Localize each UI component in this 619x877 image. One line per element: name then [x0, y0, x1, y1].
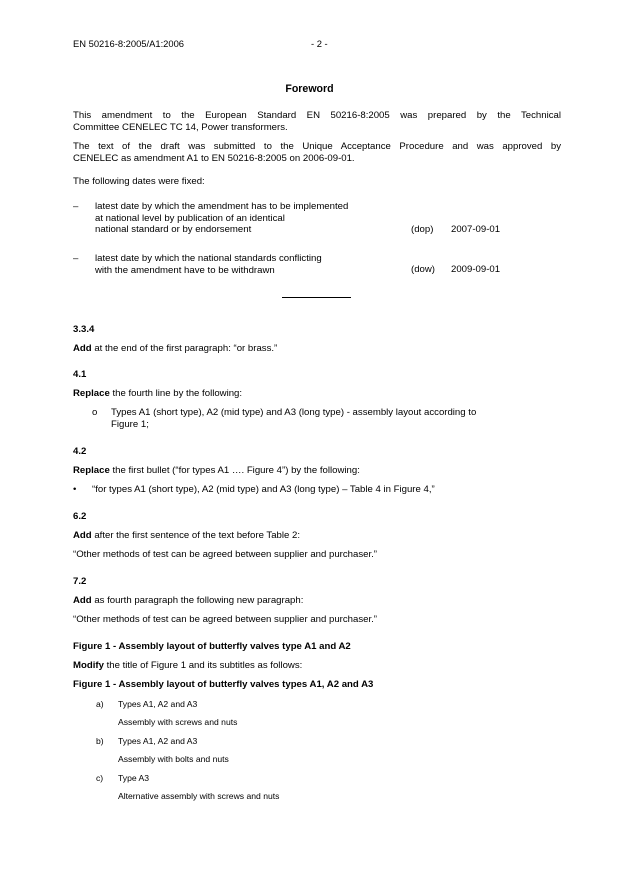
section-7-2-quote: “Other methods of test can be agreed between supplier and purchaser.” [73, 614, 377, 625]
foreword-paragraph-1: This amendment to the European Standard EN 50216-8:2005 was prepared by the Technical Committee CENELEC TC 14, Power transformers. [73, 110, 561, 133]
section-4-2-instruction: Replace the first bullet (“for types A1 …. Figure 4”) by the following: [73, 465, 360, 476]
figure-subtitle-c-description: Alternative assembly with screws and nuts [118, 791, 280, 801]
page-number: - 2 - [311, 38, 328, 49]
section-6-2-quote: “Other methods of test can be agreed between supplier and purchaser.” [73, 549, 377, 560]
section-heading-6-2: 6.2 [73, 511, 87, 522]
figure-subtitle-b-description: Assembly with bolts and nuts [118, 754, 229, 764]
section-7-2-instruction: Add as fourth paragraph the following new paragraph: [73, 595, 304, 606]
foreword-title: Foreword [285, 83, 334, 95]
section-heading-4-1: 4.1 [73, 369, 87, 380]
section-3-3-4-instruction: Add at the end of the first paragraph: “or brass.” [73, 343, 278, 354]
bullet-icon: • [73, 484, 77, 495]
section-heading-3-3-4: 3.3.4 [73, 324, 95, 335]
section-heading-7-2: 7.2 [73, 576, 87, 587]
document-page: EN 50216-8:2005/A1:2006 - 2 - Foreword This amendment to the European Standard EN 50216-8:2005 was prepared by the Technical Committee CENELEC TC 14, Power transformers. The text of the draft was submitted to the Unique Acceptance Procedure and was approved by CENELEC as amendment A1 to EN 50216-8:2005 on 2006-09-01. The following dates were fixed: – latest date by which the amendment has to be implemented at national level by publication of an identical national standard or by endorsement (dop) 2007-09-01 – latest date by which the national standards conflicting with the amendment have to be withdrawn (dow) 2009-09-01 3.3.4 Add at the end of the first paragraph: “or brass.” 4.1 Replace the fourth line by the following: o Types A1 (short type), A2 (mid type) and A3 (long type) - assembly layout according to Figure 1; 4.2 Replace the first bullet (“for types A1 …. Figure 4”) by the following: • “for types A1 (short type), A2 (mid type) and A3 (long type) – Table 4 in Figure 4,” 6.2 Add after the first sentence of the text before Table 2: “Other methods of test can be agreed between supplier and purchaser.” 7.2 Add as fourth paragraph the following new paragraph: “Other methods of test can be agreed between supplier and purchaser.” Figure 1 - Assembly layout of butterfly valves type A1 and A2 Modify the title of Figure 1 and its subtitles as follows: Figure 1 - Assembly layout of butterfly valves types A1, A2 and A3 a) Types A1, A2 and A3 Assembly with screws and nuts b) Types A1, A2 and A3 Assembly with bolts and nuts c) Type A3 Alternative assembly with screws and nuts [0, 0, 619, 877]
separator-rule [282, 297, 351, 298]
new-figure-title: Figure 1 - Assembly layout of butterfly valves types A1, A2 and A3 [73, 679, 374, 690]
figure-subtitle-a-description: Assembly with screws and nuts [118, 717, 238, 727]
foreword-paragraph-3: The following dates were fixed: [73, 176, 205, 187]
section-4-1-instruction: Replace the fourth line by the following: [73, 388, 243, 399]
document-id: EN 50216-8:2005/A1:2006 [73, 38, 185, 49]
section-heading-4-2: 4.2 [73, 446, 87, 457]
figure-instruction: Modify the title of Figure 1 and its subtitles as follows: [73, 660, 303, 671]
hollow-bullet-icon: o [92, 407, 98, 418]
old-figure-title: Figure 1 - Assembly layout of butterfly valves type A1 and A2 [73, 641, 351, 652]
foreword-paragraph-2: The text of the draft was submitted to the Unique Acceptance Procedure and was approved by CENELEC as amendment A1 to EN 50216-8:2005 on 2006-09-01. [73, 141, 561, 164]
section-6-2-instruction: Add after the first sentence of the text before Table 2: [73, 530, 301, 541]
